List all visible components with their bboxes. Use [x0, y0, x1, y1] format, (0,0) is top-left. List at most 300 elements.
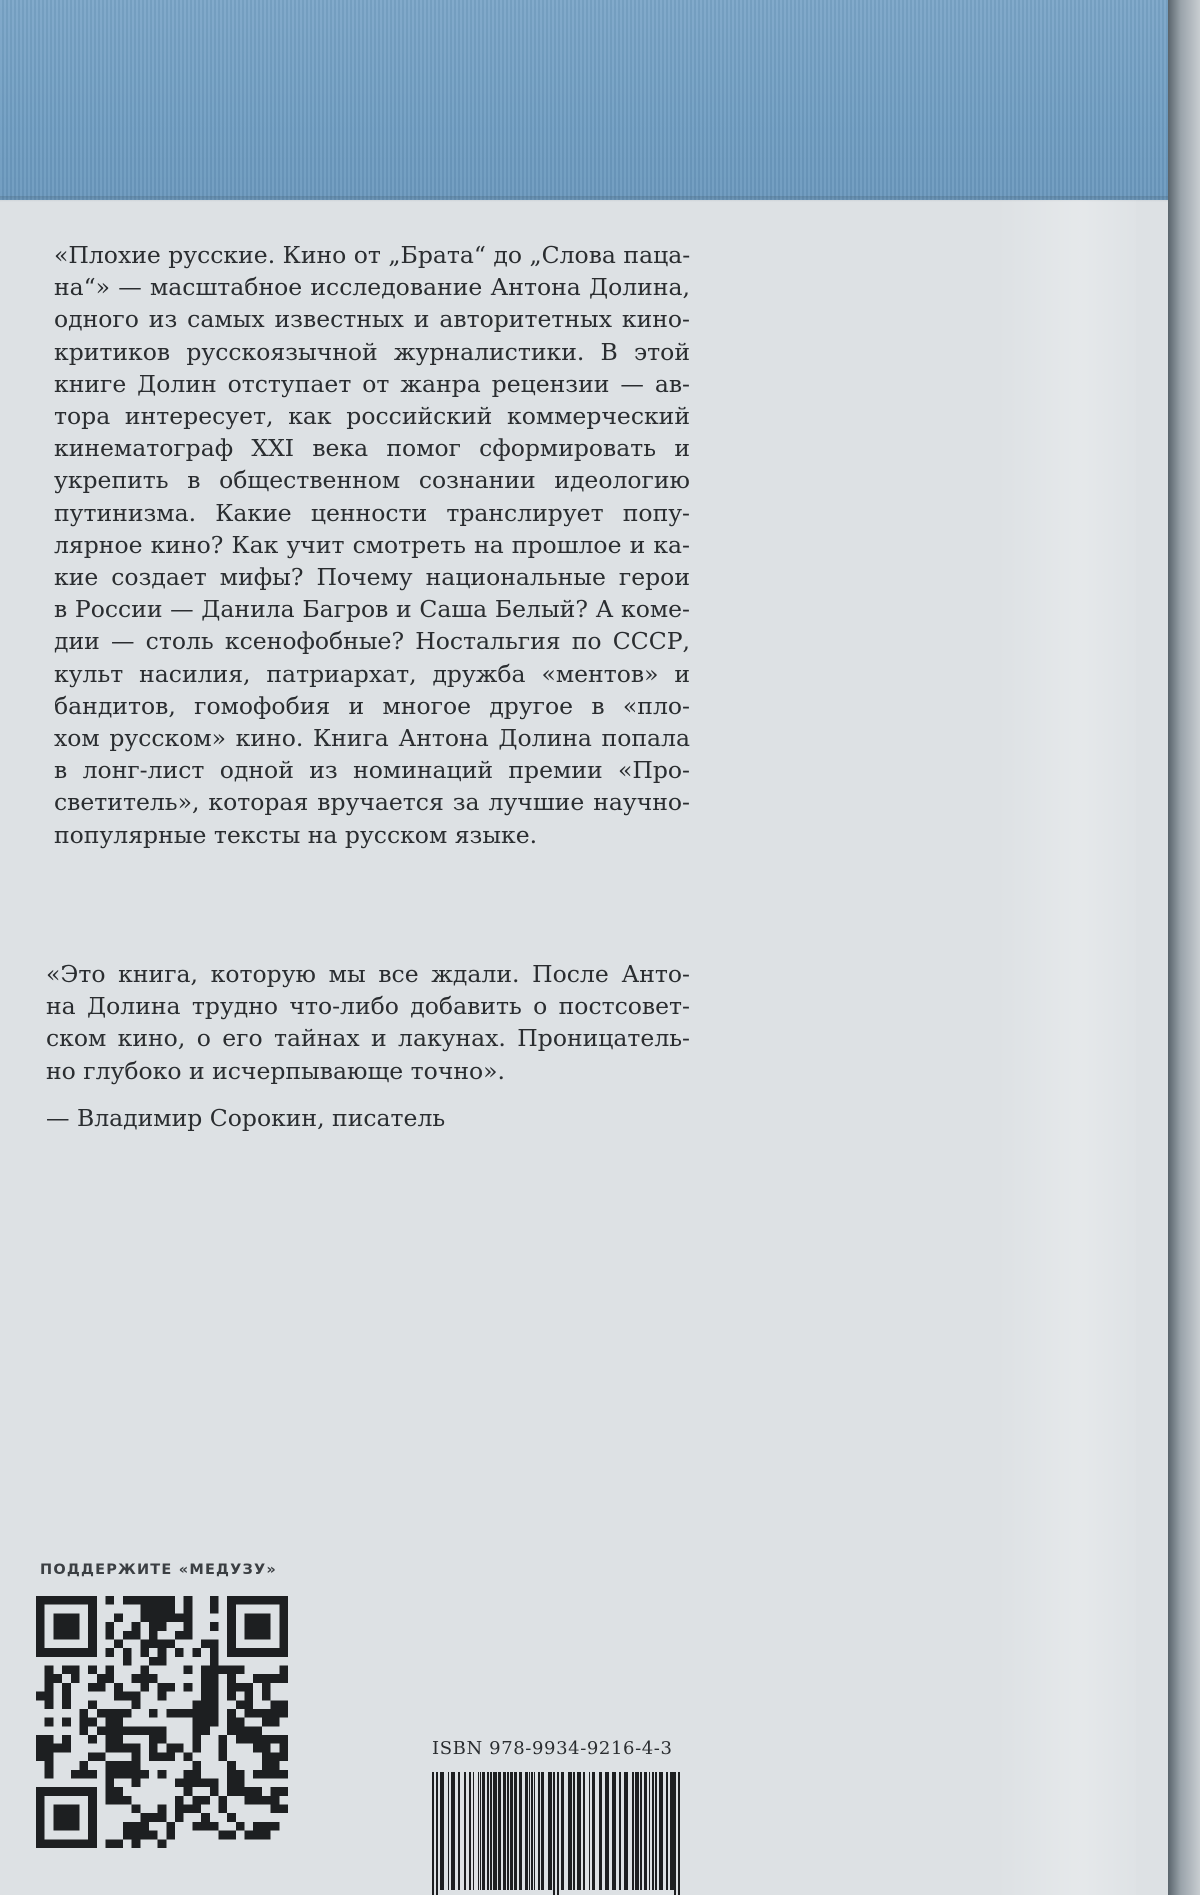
barcode-bar	[480, 1772, 481, 1890]
qr-module	[123, 1770, 132, 1779]
qr-module	[132, 1831, 141, 1840]
qr-module	[262, 1761, 271, 1770]
qr-module	[106, 1666, 115, 1675]
barcode-bar	[531, 1772, 533, 1890]
blurb-line: критиков русскоязычной журналистики. В этой	[54, 337, 690, 366]
qr-module	[227, 1674, 236, 1683]
qr-module	[97, 1709, 106, 1718]
qr-module	[218, 1666, 227, 1675]
qr-module	[123, 1631, 132, 1640]
blurb-line: укрепить в общественном сознании идеологию	[54, 466, 690, 495]
qr-module	[210, 1822, 219, 1831]
qr-module	[271, 1674, 280, 1683]
qr-module	[236, 1822, 245, 1831]
qr-module	[166, 1683, 175, 1692]
qr-module	[201, 1683, 210, 1692]
quote-line: «Это книга, которую мы все ждали. После Анто-	[46, 960, 690, 988]
barcode-bar	[473, 1772, 474, 1890]
qr-module	[106, 1744, 115, 1753]
qr-module	[45, 1683, 54, 1692]
qr-module	[210, 1718, 219, 1727]
qr-module	[210, 1666, 219, 1675]
barcode-bar	[451, 1772, 455, 1890]
qr-module	[201, 1692, 210, 1701]
qr-module	[36, 1596, 45, 1657]
barcode-bar	[592, 1772, 595, 1890]
qr-module	[114, 1692, 123, 1701]
qr-module	[45, 1674, 54, 1683]
qr-module	[227, 1726, 236, 1735]
barcode-bar	[464, 1772, 466, 1890]
book-blurb	[54, 239, 690, 851]
barcode-bar	[525, 1772, 528, 1890]
isbn-number: ISBN 978-9934-9216-4-3	[432, 1738, 673, 1759]
band-edge-shadow	[0, 196, 1168, 202]
qr-module	[227, 1709, 236, 1718]
qr-module	[175, 1805, 184, 1814]
qr-module	[210, 1692, 219, 1701]
qr-module	[201, 1726, 210, 1735]
qr-module	[192, 1778, 201, 1787]
qr-module	[210, 1709, 219, 1718]
qr-module	[149, 1674, 158, 1683]
qr-module	[158, 1613, 167, 1622]
qr-module	[71, 1770, 80, 1779]
barcode-bar	[635, 1772, 639, 1890]
qr-module	[123, 1726, 132, 1735]
qr-module	[279, 1805, 288, 1814]
qr-module	[192, 1700, 201, 1709]
qr-module	[158, 1813, 167, 1822]
qr-module	[227, 1761, 236, 1770]
qr-module	[123, 1761, 132, 1770]
qr-module	[149, 1596, 158, 1605]
quote-attribution: — Владимир Сорокин, писатель	[46, 1104, 446, 1132]
qr-module	[271, 1718, 280, 1727]
qr-module	[123, 1744, 132, 1753]
qr-module	[158, 1692, 167, 1701]
barcode-bar	[553, 1772, 555, 1895]
barcode-bar	[583, 1772, 585, 1890]
blurb-line: кинематограф XXI века помог сформировать и	[54, 434, 690, 463]
qr-module	[88, 1666, 97, 1675]
qr-module	[210, 1639, 219, 1648]
qr-module	[184, 1613, 193, 1622]
barcode-bar	[649, 1772, 650, 1890]
qr-module	[79, 1726, 88, 1735]
qr-module	[123, 1692, 132, 1701]
barcode-bar	[589, 1772, 590, 1890]
qr-module	[123, 1831, 132, 1840]
qr-module	[201, 1796, 210, 1805]
qr-module	[132, 1674, 141, 1683]
cloth-spine-band	[0, 0, 1168, 200]
qr-module	[149, 1744, 158, 1753]
qr-module	[210, 1700, 219, 1709]
qr-module	[36, 1752, 45, 1761]
qr-module	[149, 1752, 158, 1761]
barcode-bar	[640, 1772, 642, 1890]
qr-module	[132, 1700, 141, 1709]
qr-module	[53, 1744, 62, 1753]
qr-module	[158, 1726, 167, 1735]
qr-module	[279, 1744, 288, 1753]
barcode-bar	[655, 1772, 657, 1890]
qr-module	[62, 1735, 71, 1744]
qr-module	[210, 1674, 219, 1683]
qr-module	[245, 1831, 254, 1840]
qr-module	[158, 1770, 167, 1779]
qr-module	[123, 1648, 132, 1657]
qr-module	[262, 1770, 271, 1779]
qr-module	[45, 1744, 54, 1753]
qr-module	[192, 1805, 201, 1814]
qr-module	[106, 1674, 115, 1683]
qr-module	[227, 1787, 236, 1796]
qr-module	[253, 1822, 262, 1831]
qr-module	[140, 1605, 149, 1614]
qr-module	[114, 1761, 123, 1770]
qr-module	[201, 1674, 210, 1683]
barcode-bar	[666, 1772, 668, 1890]
qr-module	[279, 1735, 288, 1744]
qr-module	[236, 1718, 245, 1727]
qr-module	[158, 1752, 167, 1761]
qr-module	[53, 1613, 79, 1639]
qr-module	[210, 1778, 219, 1787]
qr-module	[245, 1692, 254, 1701]
barcode-bar	[624, 1772, 628, 1890]
qr-module	[184, 1631, 193, 1640]
barcode-bar	[448, 1772, 449, 1890]
qr-module	[88, 1700, 97, 1709]
qr-module	[184, 1605, 193, 1614]
qr-module	[184, 1622, 193, 1631]
qr-module	[132, 1692, 141, 1701]
qr-module	[158, 1735, 167, 1744]
qr-module	[149, 1613, 158, 1622]
qr-module	[184, 1709, 193, 1718]
qr-module	[114, 1718, 123, 1727]
qr-module	[149, 1639, 158, 1648]
qr-module	[114, 1744, 123, 1753]
qr-module	[279, 1674, 288, 1683]
qr-module	[184, 1596, 193, 1605]
blurb-line: путинизма. Какие ценности транслирует попу-	[54, 498, 690, 527]
qr-module	[123, 1709, 132, 1718]
blurb-line: тора интересует, как российский коммерческий	[54, 402, 690, 431]
qr-module	[262, 1718, 271, 1727]
qr-module	[97, 1683, 106, 1692]
qr-module	[140, 1596, 149, 1605]
qr-module	[45, 1692, 54, 1701]
qr-module	[45, 1700, 54, 1709]
blurb-line: популярные тексты на русском языке.	[54, 820, 538, 849]
qr-module	[227, 1778, 236, 1787]
barcode-bar	[514, 1772, 517, 1890]
qr-module	[132, 1596, 141, 1605]
barcode-bar	[478, 1772, 479, 1890]
qr-module	[166, 1639, 175, 1648]
qr-module	[184, 1683, 193, 1692]
qr-module	[192, 1822, 201, 1831]
qr-module	[175, 1631, 184, 1640]
qr-module	[45, 1770, 54, 1779]
qr-module	[236, 1770, 245, 1779]
qr-module	[123, 1657, 132, 1666]
qr-module	[62, 1666, 71, 1675]
qr-module	[114, 1770, 123, 1779]
qr-module	[45, 1718, 54, 1727]
qr-module	[88, 1596, 97, 1657]
review-quote	[46, 958, 690, 1087]
barcode-bar	[612, 1772, 616, 1890]
qr-module	[184, 1666, 193, 1675]
qr-module	[253, 1744, 262, 1753]
qr-module	[192, 1770, 201, 1779]
barcode-bar	[507, 1772, 509, 1890]
qr-module	[253, 1831, 262, 1840]
qr-module	[106, 1709, 115, 1718]
qr-module	[279, 1787, 288, 1796]
qr-module	[114, 1796, 123, 1805]
qr-module	[262, 1744, 271, 1753]
qr-module	[236, 1778, 245, 1787]
qr-module	[253, 1709, 262, 1718]
barcode-bar	[577, 1772, 581, 1890]
qr-module	[149, 1813, 158, 1822]
qr-code-icon[interactable]	[36, 1596, 288, 1848]
qr-module	[88, 1770, 97, 1779]
qr-module	[71, 1666, 80, 1675]
blurb-line: на“» — масштабное исследование Антона Долина,	[54, 273, 690, 302]
qr-module	[192, 1796, 201, 1805]
qr-module	[236, 1735, 245, 1744]
qr-module	[192, 1735, 201, 1744]
support-meduza-label: ПОДДЕРЖИТЕ «МЕДУЗУ»	[40, 1562, 277, 1578]
blurb-line: культ насилия, патриархат, дружба «ментов» и	[54, 659, 690, 688]
qr-module	[227, 1666, 236, 1675]
qr-module	[236, 1787, 245, 1796]
qr-module	[45, 1752, 54, 1761]
qr-module	[262, 1709, 271, 1718]
qr-module	[114, 1613, 123, 1622]
qr-module	[210, 1657, 219, 1666]
blurb-line: бандитов, гомофобия и многое другое в «пло-	[54, 691, 690, 720]
barcode-bar	[659, 1772, 663, 1890]
qr-module	[132, 1726, 141, 1735]
qr-module	[192, 1744, 201, 1753]
blurb-line: лярное кино? Как учит смотреть на прошлое и ка-	[54, 530, 690, 559]
qr-module	[123, 1796, 132, 1805]
qr-module	[140, 1831, 149, 1840]
qr-module	[106, 1778, 115, 1787]
qr-module	[201, 1700, 210, 1709]
qr-module	[36, 1787, 97, 1796]
qr-module	[45, 1761, 54, 1770]
qr-module	[192, 1709, 201, 1718]
qr-module	[106, 1596, 115, 1605]
qr-module	[279, 1596, 288, 1657]
qr-module	[175, 1778, 184, 1787]
qr-module	[262, 1683, 271, 1692]
qr-module	[45, 1735, 54, 1744]
qr-module	[262, 1796, 271, 1805]
barcode-bar	[619, 1772, 621, 1890]
qr-module	[218, 1805, 227, 1814]
barcode-bar	[674, 1772, 676, 1895]
qr-module	[114, 1683, 123, 1692]
qr-module	[192, 1648, 201, 1657]
qr-module	[262, 1674, 271, 1683]
qr-module	[79, 1718, 88, 1727]
barcode-bar	[652, 1772, 654, 1890]
qr-module	[210, 1683, 219, 1692]
qr-module	[201, 1718, 210, 1727]
barcode-bar	[599, 1772, 602, 1890]
qr-module	[175, 1613, 184, 1622]
qr-module	[36, 1692, 45, 1701]
shrink-wrap-sheen	[996, 200, 1136, 1895]
qr-module	[140, 1813, 149, 1822]
qr-module	[106, 1787, 115, 1796]
qr-module	[271, 1700, 280, 1709]
qr-module	[158, 1622, 167, 1631]
qr-module	[132, 1631, 141, 1640]
qr-module	[106, 1735, 115, 1744]
qr-module	[253, 1726, 262, 1735]
barcode-bar	[632, 1772, 634, 1890]
qr-module	[114, 1709, 123, 1718]
qr-module	[140, 1674, 149, 1683]
qr-module	[140, 1666, 149, 1675]
qr-module	[158, 1805, 167, 1814]
qr-module	[149, 1657, 158, 1666]
qr-module	[253, 1674, 262, 1683]
qr-module	[279, 1770, 288, 1779]
blurb-line: в России — Данила Багров и Саша Белый? А коме-	[54, 595, 690, 624]
qr-module	[149, 1726, 158, 1735]
qr-module	[114, 1639, 123, 1648]
qr-module	[88, 1787, 97, 1848]
qr-module	[62, 1692, 71, 1701]
qr-module	[192, 1761, 201, 1770]
qr-module	[106, 1796, 115, 1805]
qr-module	[245, 1700, 254, 1709]
qr-module	[236, 1666, 245, 1675]
qr-module	[36, 1787, 45, 1848]
qr-module	[140, 1770, 149, 1779]
qr-module	[149, 1631, 158, 1640]
blurb-line: в лонг-лист одной из номинаций премии «Про-	[54, 756, 690, 785]
qr-module	[88, 1752, 97, 1761]
qr-module	[132, 1761, 141, 1770]
qr-module	[253, 1787, 262, 1796]
qr-module	[149, 1605, 158, 1614]
qr-module	[175, 1813, 184, 1822]
barcode-bar	[561, 1772, 564, 1890]
qr-module	[166, 1822, 175, 1831]
qr-module	[218, 1735, 227, 1744]
qr-module	[158, 1605, 167, 1614]
qr-module	[140, 1648, 149, 1657]
qr-module	[262, 1831, 271, 1840]
qr-module	[106, 1648, 115, 1657]
qr-module	[184, 1787, 193, 1796]
qr-module	[227, 1648, 288, 1657]
barcode-bar	[568, 1772, 572, 1890]
qr-module	[36, 1744, 45, 1753]
barcode-bar	[541, 1772, 544, 1890]
barcode-bar	[534, 1772, 535, 1890]
qr-module	[210, 1648, 219, 1657]
qr-module	[184, 1752, 193, 1761]
qr-module	[245, 1709, 254, 1718]
qr-module	[114, 1735, 123, 1744]
quote-line: на Долина трудно что-либо добавить о постсовет-	[46, 992, 690, 1021]
barcode-bar	[503, 1772, 506, 1890]
qr-module	[184, 1805, 193, 1814]
qr-module	[132, 1778, 141, 1787]
qr-module	[140, 1639, 149, 1648]
blurb-line: светитель», которая вручается за лучшие научно-	[54, 788, 690, 817]
qr-module	[149, 1735, 158, 1744]
qr-module	[97, 1726, 106, 1735]
qr-module	[236, 1726, 245, 1735]
qr-module	[71, 1674, 80, 1683]
qr-module	[140, 1683, 149, 1692]
qr-module	[262, 1822, 271, 1831]
qr-module	[123, 1596, 132, 1605]
blurb-line: дии — столь ксенофобные? Ностальгия по СССР,	[54, 627, 690, 656]
qr-module	[79, 1770, 88, 1779]
qr-module	[175, 1709, 184, 1718]
qr-module	[271, 1761, 280, 1770]
qr-module	[132, 1822, 141, 1831]
qr-module	[140, 1726, 149, 1735]
qr-module	[184, 1778, 193, 1787]
qr-module	[88, 1718, 97, 1727]
qr-module	[166, 1752, 175, 1761]
barcode-bar	[557, 1772, 559, 1895]
qr-module	[53, 1674, 62, 1683]
qr-module	[210, 1787, 219, 1796]
barcode-bar	[440, 1772, 444, 1890]
barcode-bar	[493, 1772, 497, 1890]
qr-module	[158, 1683, 167, 1692]
qr-module	[245, 1735, 254, 1744]
qr-module	[114, 1787, 123, 1796]
qr-module	[62, 1744, 71, 1753]
qr-module	[279, 1700, 288, 1709]
qr-module	[106, 1726, 115, 1735]
qr-module	[262, 1692, 271, 1701]
barcode-bar	[538, 1772, 540, 1890]
barcode-bar	[458, 1772, 460, 1890]
qr-module	[201, 1666, 210, 1675]
qr-module	[253, 1796, 262, 1805]
barcode-bar	[490, 1772, 492, 1890]
qr-module	[201, 1639, 210, 1648]
barcode-bar	[529, 1772, 530, 1890]
qr-module	[97, 1674, 106, 1683]
qr-module	[227, 1683, 236, 1692]
qr-module	[53, 1805, 79, 1831]
barcode-bar	[482, 1772, 485, 1890]
qr-module	[245, 1613, 271, 1639]
qr-module	[210, 1596, 219, 1605]
qr-module	[253, 1770, 262, 1779]
